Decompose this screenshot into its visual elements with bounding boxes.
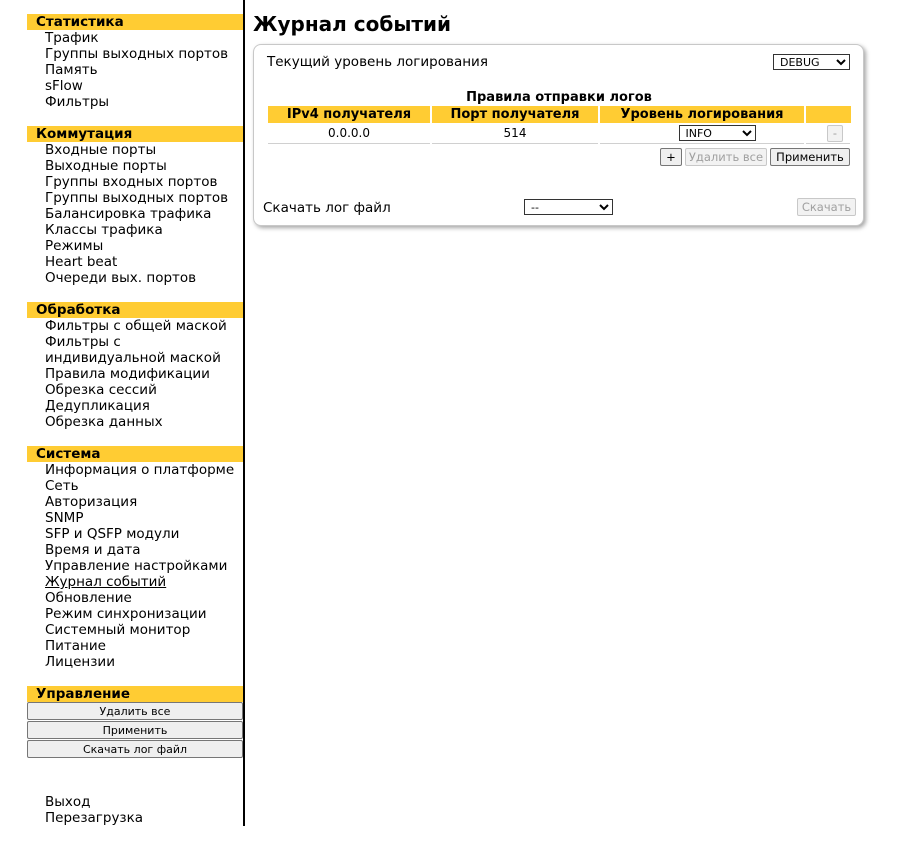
section-system (27, 446, 243, 670)
download-log-label: Скачать лог файл (263, 200, 391, 216)
sidebar-item-output-port-groups-stats[interactable]: Группы выходных портов (45, 46, 229, 62)
sidebar-item-output-port-queues[interactable]: Очереди вых. портов (45, 270, 197, 286)
sidebar-item-modification-rules[interactable]: Правила модификации (45, 366, 210, 382)
rules-table (268, 106, 852, 144)
column-header-port: Порт получателя (431, 106, 599, 123)
sidebar-item-heartbeat[interactable]: Heart beat (45, 254, 118, 270)
section-title: Система (27, 446, 243, 462)
sidebar-delete-all-button[interactable]: Удалить все (27, 702, 243, 720)
section-management (27, 686, 243, 759)
logout-link[interactable]: Выход (45, 794, 91, 810)
sidebar-item-common-mask-filters[interactable]: Фильтры с общей маской (45, 318, 227, 334)
rules-title: Правила отправки логов (466, 90, 652, 105)
section-switching (27, 126, 243, 286)
log-level-select[interactable] (773, 54, 850, 70)
sidebar-item-snmp[interactable]: SNMP (45, 510, 84, 526)
section-title: Управление (27, 686, 243, 702)
section-statistics (27, 14, 243, 110)
section-title: Статистика (27, 14, 243, 30)
sidebar-item-time-date[interactable]: Время и дата (45, 542, 141, 558)
sidebar-item-authorization[interactable]: Авторизация (45, 494, 138, 510)
column-header-ip: IPv4 получателя (268, 106, 431, 123)
sidebar-apply-button[interactable]: Применить (27, 721, 243, 739)
sidebar-item-memory[interactable]: Память (45, 62, 98, 78)
reboot-link[interactable]: Перезагрузка (45, 810, 144, 826)
sidebar-item-traffic[interactable]: Трафик (45, 30, 99, 46)
sidebar (0, 0, 245, 826)
table-row (268, 123, 851, 144)
sidebar-item-sfp-modules[interactable]: SFP и QSFP модули (45, 526, 180, 542)
page-title: Журнал событий (253, 12, 452, 36)
sidebar-item-platform-info[interactable]: Информация о платформе (45, 462, 235, 478)
sidebar-download-log-button[interactable]: Скачать лог файл (27, 740, 243, 758)
sidebar-item-network[interactable]: Сеть (45, 478, 79, 494)
section-title: Коммутация (27, 126, 243, 142)
sidebar-item-output-ports[interactable]: Выходные порты (45, 158, 167, 174)
delete-all-rules-button[interactable]: Удалить все (685, 148, 767, 166)
section-title: Обработка (27, 302, 243, 318)
sidebar-item-input-port-groups[interactable]: Группы входных портов (45, 174, 218, 190)
sidebar-item-data-slicing[interactable]: Обрезка данных (45, 414, 163, 430)
sidebar-item-sflow[interactable]: sFlow (45, 78, 83, 94)
cell-port: 514 (431, 123, 599, 144)
cell-ip: 0.0.0.0 (268, 123, 431, 144)
sidebar-item-system-monitor[interactable]: Системный монитор (45, 622, 191, 638)
sidebar-item-sync-mode[interactable]: Режим синхронизации (45, 606, 207, 622)
cell-level (599, 123, 805, 144)
download-log-select[interactable] (524, 199, 613, 215)
table-header-row (268, 106, 851, 123)
row-level-select[interactable] (679, 125, 756, 141)
sidebar-item-output-port-groups[interactable]: Группы выходных портов (45, 190, 229, 206)
column-header-level: Уровень логирования (599, 106, 805, 123)
sidebar-item-session-slicing[interactable]: Обрезка сессий (45, 382, 157, 398)
event-log-panel (253, 44, 864, 226)
sidebar-item-input-ports[interactable]: Входные порты (45, 142, 157, 158)
sidebar-item-update[interactable]: Обновление (45, 590, 132, 606)
add-rule-button[interactable]: + (660, 148, 682, 166)
download-button[interactable]: Скачать (797, 198, 856, 216)
sidebar-item-deduplication[interactable]: Дедупликация (45, 398, 150, 414)
sidebar-item-modes[interactable]: Режимы (45, 238, 104, 254)
bottom-links (27, 794, 243, 826)
sidebar-item-traffic-classes[interactable]: Классы трафика (45, 222, 163, 238)
section-processing (27, 302, 243, 430)
remove-row-button[interactable]: - (827, 125, 843, 142)
sidebar-item-load-balancing[interactable]: Балансировка трафика (45, 206, 212, 222)
sidebar-item-settings-management[interactable]: Управление настройками (45, 558, 228, 574)
log-level-label: Текущий уровень логирования (267, 54, 488, 70)
cell-actions (805, 123, 851, 144)
sidebar-item-filters-stats[interactable]: Фильтры (45, 94, 110, 110)
apply-rules-button[interactable]: Применить (770, 148, 850, 166)
sidebar-item-event-log[interactable]: Журнал событий (45, 574, 167, 590)
sidebar-item-individual-mask-filters[interactable]: Фильтры с индивидуальной маской (45, 334, 221, 366)
sidebar-item-power[interactable]: Питание (45, 638, 106, 654)
column-header-actions (805, 106, 851, 123)
sidebar-item-licenses[interactable]: Лицензии (45, 654, 115, 670)
